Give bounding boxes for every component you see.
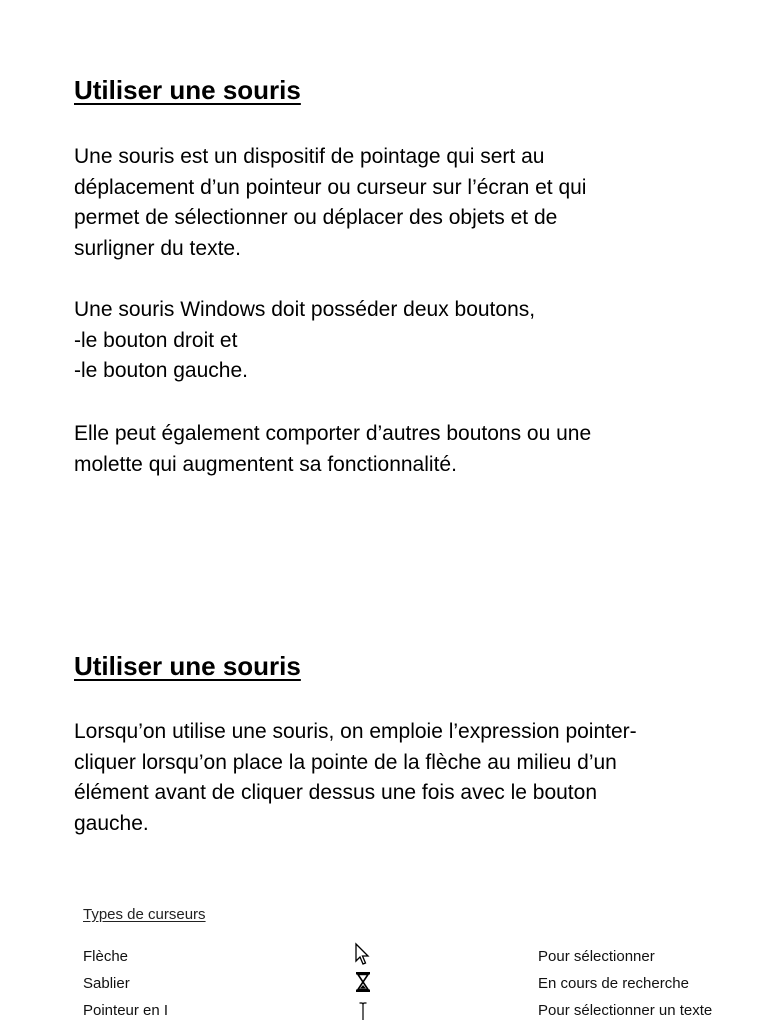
- text-line: Lorsqu’on utilise une souris, on emploie l’expression pointer-: [74, 720, 637, 743]
- cursor-description: Pour sélectionner un texte: [538, 1002, 713, 1019]
- cursor-types-header: Types de curseurs: [83, 906, 206, 923]
- text-line: gauche.: [74, 811, 149, 835]
- cursor-description: Pour sélectionner: [538, 948, 655, 965]
- text-line: Elle peut également comporter d’autres boutons ou une: [74, 422, 592, 445]
- section-2-title: Utiliser une souris: [74, 651, 301, 681]
- section-1-paragraph-3: [74, 419, 714, 480]
- section-1-paragraph-2: [74, 295, 714, 387]
- text-line: molette qui augmentent sa fonctionnalité.: [74, 452, 457, 476]
- text-line: permet de sélectionner ou déplacer des objets et de: [74, 206, 558, 229]
- list-item-right-button: -le bouton droit et: [74, 328, 238, 352]
- table-row: [83, 948, 743, 972]
- hourglass-cursor-icon: [351, 969, 375, 995]
- table-row: [83, 975, 743, 999]
- text-line: surligner du texte.: [74, 236, 241, 260]
- text-line: élément avant de cliquer dessus une fois avec le bouton: [74, 781, 598, 804]
- arrow-cursor-icon: [351, 942, 375, 968]
- list-item-left-button: -le bouton gauche.: [74, 359, 248, 382]
- section-1-paragraph-1: [74, 142, 714, 264]
- text-line: déplacement d’un pointeur ou curseur sur l’écran et qui: [74, 175, 587, 199]
- text-line: cliquer lorsqu’on place la pointe de la flèche au milieu d’un: [74, 750, 617, 774]
- cursor-name: Flèche: [83, 948, 129, 965]
- text-line: Une souris est un dispositif de pointage qui sert au: [74, 145, 545, 168]
- cursor-name: Pointeur en I: [83, 1002, 169, 1019]
- cursor-name: Sablier: [83, 975, 130, 992]
- section-2-paragraph-1: [74, 717, 714, 839]
- table-row: [83, 1002, 743, 1026]
- text-line: Une souris Windows doit posséder deux boutons,: [74, 298, 536, 321]
- i-beam-cursor-icon: [351, 996, 375, 1022]
- cursor-description: En cours de recherche: [538, 975, 689, 992]
- section-1-title: Utiliser une souris: [74, 75, 301, 105]
